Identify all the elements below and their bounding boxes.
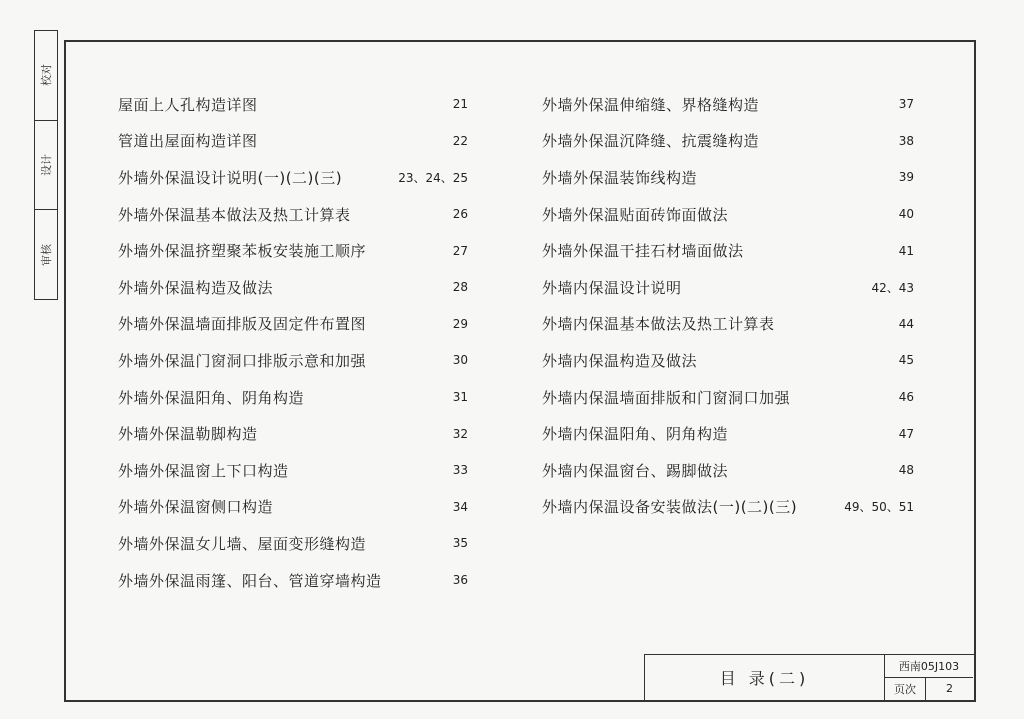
toc-entry-page: 40 — [898, 207, 914, 222]
toc-entry-title: 外墙外保温勒脚构造 — [118, 425, 258, 444]
page-info — [885, 678, 973, 701]
toc-entry — [542, 379, 914, 416]
toc-entry — [542, 196, 914, 233]
toc-entry-title: 外墙外保温窗上下口构造 — [118, 461, 289, 480]
toc-entry — [542, 306, 914, 343]
toc-entry-page: 28 — [452, 280, 468, 295]
toc-entry — [118, 525, 468, 562]
toc-entry — [118, 196, 468, 233]
toc-entry-title: 外墙外保温设计说明(一)(二)(三) — [118, 168, 343, 187]
toc-entry-page: 38 — [898, 133, 914, 148]
toc-entry-page: 21 — [452, 97, 468, 112]
toc-entry-title: 外墙外保温阳角、阴角构造 — [118, 388, 305, 407]
atlas-code: 西南05J103 — [885, 655, 973, 678]
toc-entry-title: 外墙内保温基本做法及热工计算表 — [542, 315, 775, 334]
toc-entry-page: 46 — [898, 390, 914, 405]
toc-entry-page: 30 — [452, 353, 468, 368]
toc-entry-page: 31 — [452, 390, 468, 405]
page-number: 2 — [946, 682, 953, 696]
toc-entry-title: 外墙内保温设计说明 — [542, 278, 682, 297]
toc-entry-title: 外墙外保温门窗洞口排版示意和加强 — [118, 351, 367, 370]
toc-entry — [542, 159, 914, 196]
toc-entry-page: 45 — [898, 353, 914, 368]
toc-entry — [118, 452, 468, 489]
toc-entry-title: 外墙外保温挤塑聚苯板安装施工顺序 — [118, 242, 367, 261]
toc-entry-title: 外墙外保温伸缩缝、界格缝构造 — [542, 95, 760, 114]
toc-entry-title: 屋面上人孔构造详图 — [118, 95, 258, 114]
toc-entry — [542, 123, 914, 160]
toc-entry — [118, 269, 468, 306]
toc-entry-page: 26 — [452, 207, 468, 222]
toc-entry-page: 39 — [898, 170, 914, 185]
signature-cell: 校对 — [35, 31, 57, 121]
toc-left-column — [118, 86, 468, 598]
toc-entry-page: 41 — [898, 243, 914, 258]
toc-entry — [118, 306, 468, 343]
signature-strip — [34, 30, 58, 300]
toc-entry — [542, 415, 914, 452]
toc-entry-page: 49、50、51 — [844, 500, 914, 515]
toc-entry — [542, 342, 914, 379]
toc-entry-page: 34 — [452, 499, 468, 514]
toc-entry-title: 外墙外保温基本做法及热工计算表 — [118, 205, 351, 224]
toc-entry — [118, 86, 468, 123]
toc-entry-page: 23、24、25 — [398, 170, 468, 185]
toc-right-column — [542, 86, 914, 525]
toc-entry-title: 外墙外保温装饰线构造 — [542, 168, 698, 187]
toc-entry-title: 外墙外保温雨篷、阳台、管道穿墙构造 — [118, 571, 382, 590]
toc-entry-title: 管道出屋面构造详图 — [118, 132, 258, 151]
sheet-title: 目 录(二) — [645, 655, 885, 700]
toc-entry-title: 外墙外保温窗侧口构造 — [118, 498, 274, 517]
toc-entry-title: 外墙内保温窗台、踢脚做法 — [542, 461, 729, 480]
toc-entry-page: 42、43 — [871, 280, 914, 295]
toc-entry-page: 22 — [452, 133, 468, 148]
toc-entry — [118, 159, 468, 196]
title-block — [644, 654, 974, 700]
toc-entry — [118, 123, 468, 160]
toc-entry-title: 外墙外保温干挂石材墙面做法 — [542, 242, 744, 261]
toc-entry-page: 35 — [452, 536, 468, 551]
toc-entry-page: 44 — [898, 316, 914, 331]
toc-entry — [542, 86, 914, 123]
toc-entry — [542, 232, 914, 269]
signature-cell: 审核 — [40, 243, 53, 266]
toc-entry-title: 外墙外保温沉降缝、抗震缝构造 — [542, 132, 760, 151]
toc-entry-page: 27 — [452, 243, 468, 258]
toc-entry-title: 外墙外保温女儿墙、屋面变形缝构造 — [118, 534, 367, 553]
toc-entry-title: 外墙内保温构造及做法 — [542, 351, 698, 370]
toc-entry-title: 外墙内保温设备安装做法(一)(二)(三) — [542, 498, 798, 517]
toc-entry — [542, 452, 914, 489]
toc-entry-title: 外墙内保温阳角、阴角构造 — [542, 425, 729, 444]
toc-entry — [118, 562, 468, 599]
toc-entry — [118, 415, 468, 452]
toc-entry — [118, 489, 468, 526]
toc-entry-page: 29 — [452, 316, 468, 331]
page-label: 页次 — [885, 678, 926, 701]
toc-entry-page: 36 — [452, 573, 468, 588]
toc-entry-title: 外墙外保温构造及做法 — [118, 278, 274, 297]
toc-entry-title: 外墙内保温墙面排版和门窗洞口加强 — [542, 388, 791, 407]
toc-entry — [118, 232, 468, 269]
toc-entry — [118, 379, 468, 416]
toc-entry — [118, 342, 468, 379]
title-block-info — [885, 655, 973, 700]
toc-entry-page: 37 — [898, 97, 914, 112]
toc-entry-title: 外墙外保温墙面排版及固定件布置图 — [118, 315, 367, 334]
toc-entry-title: 外墙外保温贴面砖饰面做法 — [542, 205, 729, 224]
toc-entry-page: 48 — [898, 463, 914, 478]
signature-cell: 设计 — [35, 121, 57, 211]
toc-entry-page: 33 — [452, 463, 468, 478]
toc-entry — [542, 489, 914, 526]
toc-entry-page: 32 — [452, 426, 468, 441]
toc-entry — [542, 269, 914, 306]
toc-entry-page: 47 — [898, 426, 914, 441]
